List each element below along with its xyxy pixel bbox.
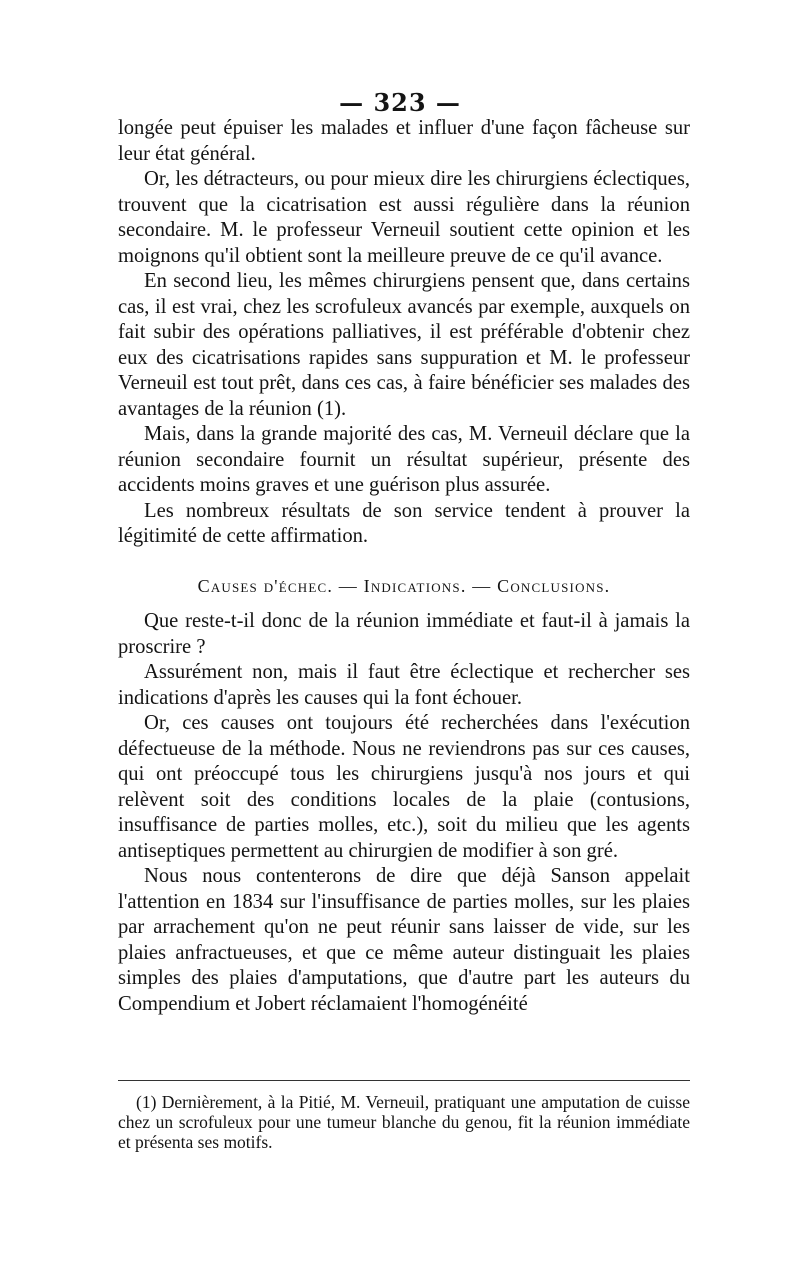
paragraph: Les nombreux résultats de son service tendent à prouver la légitimité de cette affirmation. — [118, 499, 690, 547]
paragraph: longée peut épuiser les malades et influer d'une façon fâcheuse sur leur état général. — [118, 117, 690, 165]
paragraph: Or, les détracteurs, ou pour mieux dire les chirurgiens éclectiques, trouvent que la cicatrisation est aussi régulière dans la réunion secondaire. M. le professeur Verneuil soutient cette opinion et les moignons qu'il obtient sont la meilleure preuve de ce qu'il avance. — [118, 168, 690, 267]
paragraph: Nous nous contenterons de dire que déjà Sanson appelait l'attention en 1834 sur l'insuffisance de parties molles, sur les plaies par arrachement qu'on ne peut réunir sans laisser de vide, sur les plaies anfractueuses, et que ce même auteur distinguait les plaies simples des plaies d'amputations, que d'autre part les auteurs du Compendium et Jobert réclamaient l'homogénéité — [118, 865, 690, 1015]
paragraph: Que reste-t-il donc de la réunion immédiate et faut-il à jamais la proscrire ? — [118, 610, 690, 658]
footnote-text: (1) Dernièrement, à la Pitié, M. Verneuil, pratiquant une amputation de cuisse chez un scrofuleux pour une tumeur blanche du genou, fit la réunion immédiate et présenta ses motifs. — [118, 1092, 690, 1152]
footnote-divider — [118, 1080, 690, 1081]
section-heading: Causes d'échec. — Indications. — Conclusions. — [197, 575, 611, 596]
paragraph: En second lieu, les mêmes chirurgiens pensent que, dans certains cas, il est vrai, chez les scrofuleux avancés par exemple, auxquels on fait subir des opérations palliatives, il est préférable d'obtenir chez eux des cicatrisations rapides sans suppuration et M. le professeur Verneuil est tout prêt, dans ces cas, à faire bénéficier ses malades des avantages de la réunion (1). — [118, 270, 690, 420]
page-number: — 323 — — [339, 88, 461, 117]
footnote — [118, 1092, 690, 1152]
paragraph: Or, ces causes ont toujours été recherchées dans l'exécution défectueuse de la méthode. Nous ne reviendrons pas sur ces causes, qui ont préoccupé tous les chirurgiens jusqu'à nos jours et qui relèvent soit des conditions locales de la plaie (contusions, insuffisance de parties molles, etc.), soit du milieu que les agents antiseptiques permettent au chirurgien de modifier à son gré. — [118, 712, 690, 862]
paragraph: Mais, dans la grande majorité des cas, M. Verneuil déclare que la réunion secondaire fournit un résultat supérieur, présente des accidents moins graves et une guérison plus assurée. — [118, 423, 690, 496]
body-text — [118, 116, 690, 1017]
paragraph: Assurément non, mais il faut être éclectique et rechercher ses indications d'après les causes qui la font échouer. — [118, 661, 690, 709]
